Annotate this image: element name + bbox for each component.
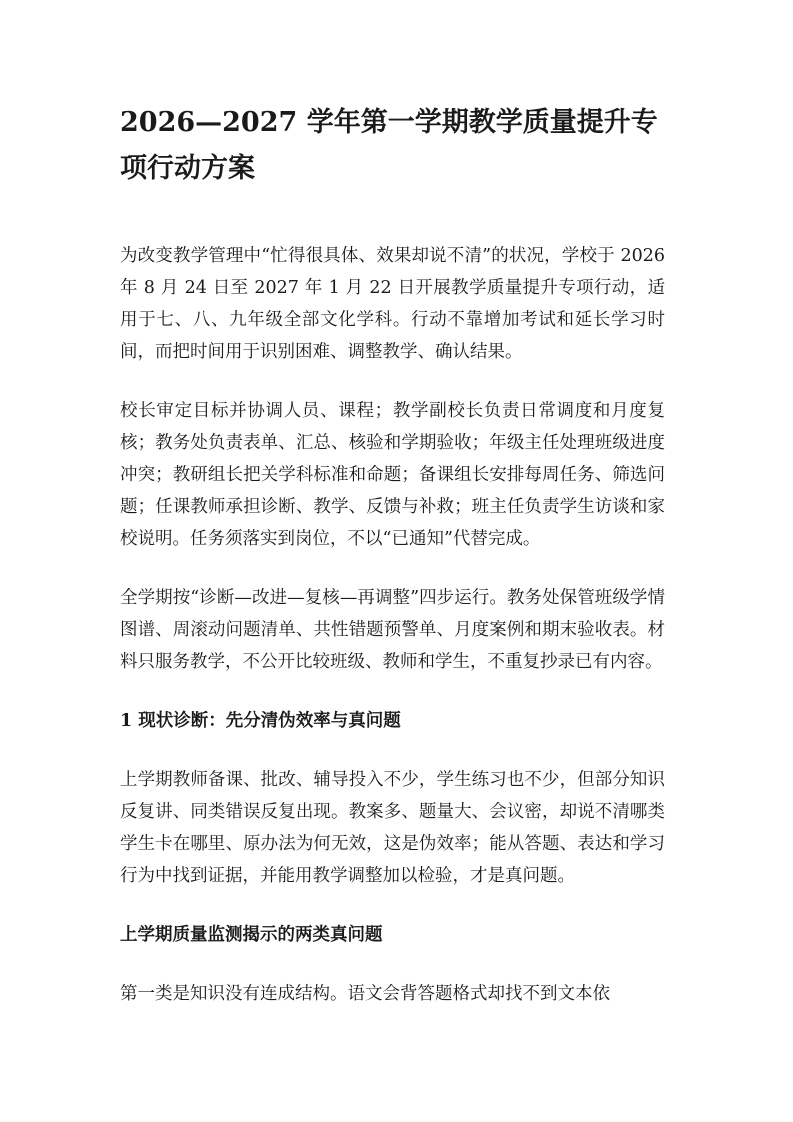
spacer bbox=[120, 678, 665, 705]
intro-paragraph: 为改变教学管理中“忙得很具体、效果却说不清”的状况，学校于 2026 年 8 月 24 日至 2027 年 1 月 22 日开展教学质量提升专项行动，适用于七、八、九年级全部文化学科。行动不靠增加考试和延长学习时间，而把时间用于识别困难、调整教学、确认结果。 bbox=[120, 246, 665, 362]
spacer bbox=[120, 368, 665, 395]
section-1-paragraph: 上学期教师备课、批改、辅导投入不少，学生练习也不少，但部分知识反复讲、同类错误反复出现。教案多、题量大、会议密，却说不清哪类学生卡在哪里、原办法为何无效，这是伪效率；能从答题、表达和学习行为中找到证据，并能用教学调整加以检验，才是真问题。 bbox=[120, 770, 665, 886]
subsection-heading: 上学期质量监测揭示的两类真问题 bbox=[120, 925, 383, 945]
subsection-paragraph: 第一类是知识没有连成结构。语文会背答题格式却找不到文本依 bbox=[120, 984, 610, 1004]
section-heading-1: 1 现状诊断：先分清伪效率与真问题 bbox=[120, 711, 401, 731]
process-paragraph: 全学期按“诊断—改进—复核—再调整”四步运行。教务处保管班级学情图谱、周滚动问题清单、共性错题预警单、月度案例和期末验收表。材料只服务教学，不公开比较班级、教师和学生，不重复抄录已有内容。 bbox=[120, 588, 665, 672]
spacer bbox=[120, 192, 665, 240]
responsibility-paragraph: 校长审定目标并协调人员、课程；教学副校长负责日常调度和月度复核；教务处负责表单、汇总、核验和学期验收；年级主任处理班级进度冲突；教研组长把关学科标准和命题；备课组长安排每周任务、筛选问题；任课教师承担诊断、教学、反馈与补救；班主任负责学生访谈和家校说明。任务须落实到岗位，不以“已通知”代替完成。 bbox=[120, 401, 665, 549]
document-page bbox=[120, 100, 665, 1010]
spacer bbox=[120, 737, 665, 764]
spacer bbox=[120, 555, 665, 582]
document-title: 2026—2027 学年第一学期教学质量提升专项行动方案 bbox=[120, 107, 658, 184]
spacer bbox=[120, 951, 665, 978]
spacer bbox=[120, 892, 665, 919]
